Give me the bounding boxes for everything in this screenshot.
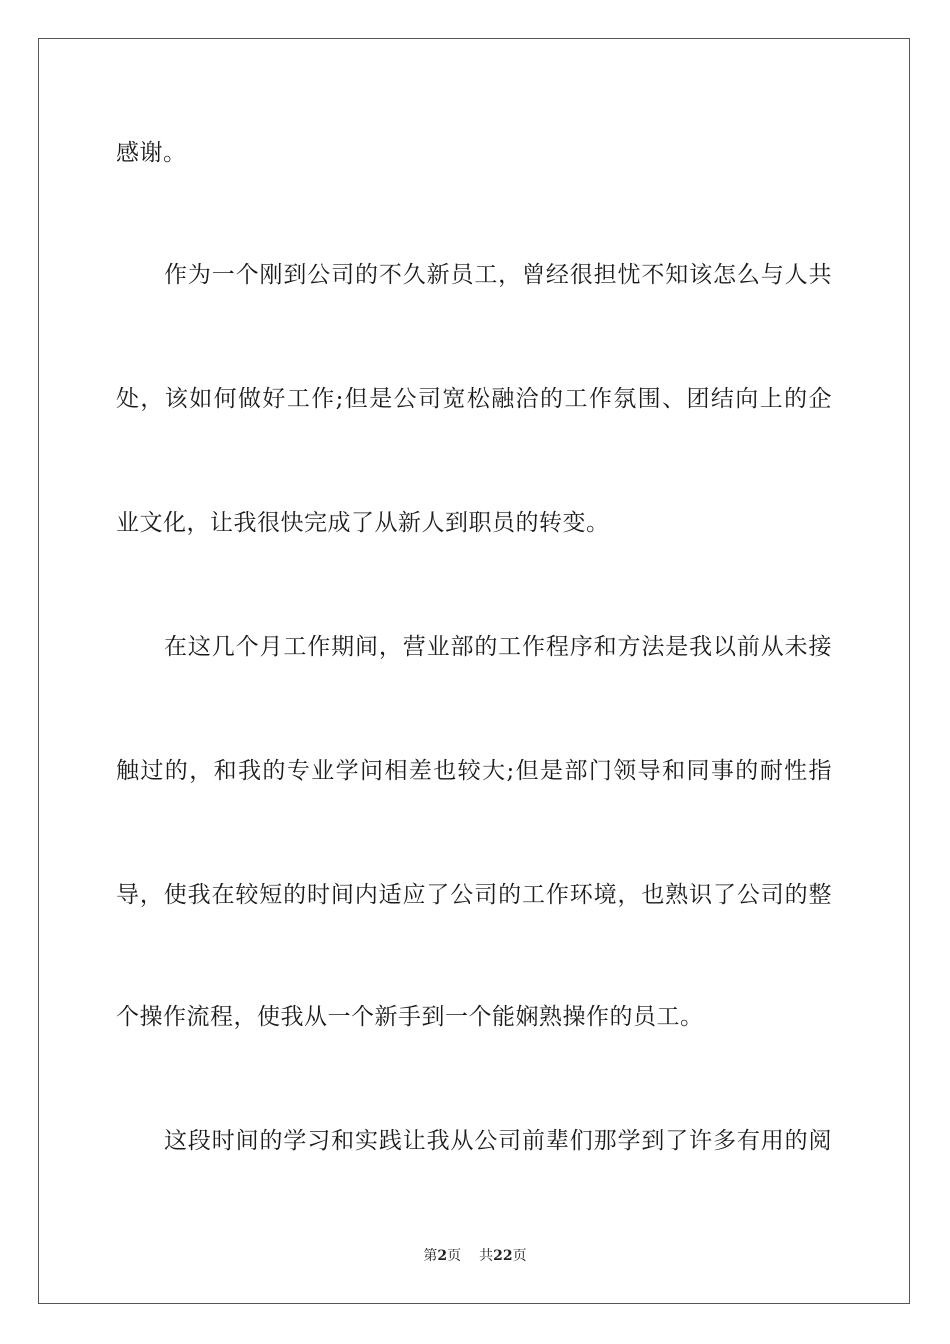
text-line: 导，使我在较短的时间内适应了公司的工作环境，也熟识了公司的整 <box>116 882 832 908</box>
paragraph-first-line: 作为一个刚到公司的不久新员工，曾经很担忧不知该怎么与人共 <box>164 262 832 288</box>
page-footer <box>0 1246 950 1266</box>
total-suffix: 页 <box>512 1248 527 1264</box>
page-prefix: 第 <box>423 1248 438 1264</box>
text-line: 处，该如何做好工作;但是公司宽松融洽的工作氛围、团结向上的企 <box>116 386 832 412</box>
total-prefix: 共 <box>479 1248 494 1264</box>
page-border <box>38 38 910 1304</box>
paragraph-first-line: 在这几个月工作期间，营业部的工作程序和方法是我以前从未接 <box>164 634 832 660</box>
page-suffix: 页 <box>447 1248 462 1264</box>
text-line: 业文化，让我很快完成了从新人到职员的转变。 <box>116 510 610 536</box>
text-line: 感谢。 <box>116 140 187 166</box>
total-pages: 22 <box>493 1248 513 1264</box>
text-line: 个操作流程，使我从一个新手到一个能娴熟操作的员工。 <box>116 1004 704 1030</box>
text-line: 触过的，和我的专业学问相差也较大;但是部门领导和同事的耐性指 <box>116 758 832 784</box>
paragraph-first-line: 这段时间的学习和实践让我从公司前辈们那学到了许多有用的阅 <box>164 1128 832 1154</box>
page-number: 2 <box>437 1248 448 1264</box>
